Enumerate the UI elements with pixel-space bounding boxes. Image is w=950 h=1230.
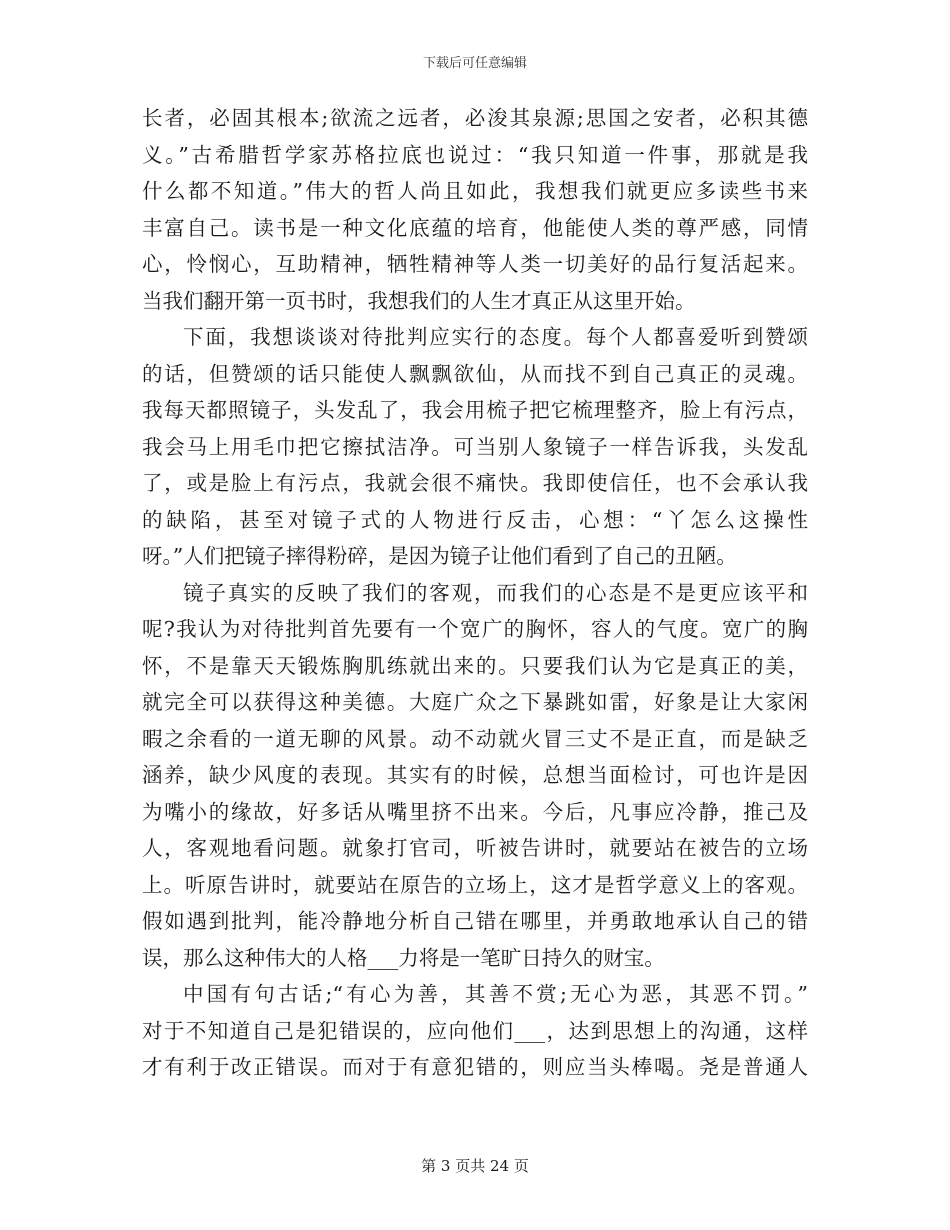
text-line: 人，客观地看问题。就象打官司，听被告讲时，就要站在被告的立场 [142,836,808,860]
text-line: 丰富自己。读书是一种文化底蕴的培育，他能使人类的尊严感，同情 [142,215,808,240]
text-line: 的缺陷，甚至对镜子式的人物进行反击，心想：“丫怎么这操性 [142,507,808,532]
text-line: 误，那么这种伟大的人格___力将是一笔旷日持久的财宝。 [142,945,665,970]
text-line: 怀，不是靠天天锻炼胸肌练就出来的。只要我们认为它是真正的美， [142,653,808,678]
text-line: 就完全可以获得这种美德。大庭广众之下暴跳如雷，好象是让大家闲 [142,690,808,714]
text-line: 呀。”人们把镜子摔得粉碎，是因为镜子让他们看到了自己的丑陋。 [142,544,737,568]
text-line: 我每天都照镜子，头发乱了，我会用梳子把它梳理整齐，脸上有污点， [142,398,808,422]
text-line: 为嘴小的缘故，好多话从嘴里挤不出来。今后，凡事应冷静，推己及 [142,799,808,824]
text-line: 长者，必固其根本;欲流之远者，必浚其泉源;思国之安者，必积其德 [142,106,808,130]
text-line: 心，怜悯心，互助精神，牺牲精神等人类一切美好的品行复活起来。 [142,252,808,276]
paragraph-1 [142,100,808,319]
text-line: 假如遇到批判，能冷静地分析自己错在哪里，并勇敢地承认自己的错 [142,909,808,933]
text-line: 暇之余看的一道无聊的风景。动不动就火冒三丈不是正直，而是缺乏 [142,726,808,751]
document-body [142,100,808,1086]
text-line: 上。听原告讲时，就要站在原告的立场上，这才是哲学意义上的客观。 [142,872,808,897]
text-line: 我会马上用毛巾把它擦拭洁净。可当别人象镜子一样告诉我，头发乱 [142,434,808,459]
text-line: 当我们翻开第一页书时，我想我们的人生才真正从这里开始。 [142,288,696,313]
text-line: 呢?我认为对待批判首先要有一个宽广的胸怀，容人的气度。宽广的胸 [142,617,808,641]
text-line: 义。”古希腊哲学家苏格拉底也说过：“我只知道一件事，那就是我 [142,142,808,167]
text-line: 的话，但赞颂的话只能使人飘飘欲仙，从而找不到自己真正的灵魂。 [142,361,808,386]
text-line: 才有利于改正错误。而对于有意犯错的，则应当头棒喝。尧是普通人 [142,1055,808,1079]
text-line: 下面，我想谈谈对待批判应实行的态度。每个人都喜爱听到赞颂 [183,325,808,349]
text-line: 涵养，缺少风度的表现。其实有的时候，总想当面检讨，可也许是因 [142,763,808,787]
text-line: 中国有句古话;“有心为善，其善不赏;无心为恶，其恶不罚。” [183,982,808,1006]
paragraph-3 [142,575,808,977]
page-header: 下载后可任意编辑 [422,56,527,71]
text-line: 镜子真实的反映了我们的客观，而我们的心态是不是更应该平和 [183,580,808,605]
paragraph-2 [142,319,808,575]
text-line: 对于不知道自己是犯错误的，应向他们___，达到思想上的沟通，这样 [142,1018,808,1043]
paragraph-4 [142,976,808,1086]
page-footer: 第 3 页共 24 页 [421,1157,529,1175]
text-line: 了，或是脸上有污点，我就会很不痛快。我即使信任，也不会承认我 [142,471,808,495]
text-line: 什么都不知道。”伟大的哲人尚且如此，我想我们就更应多读些书来 [142,179,808,203]
